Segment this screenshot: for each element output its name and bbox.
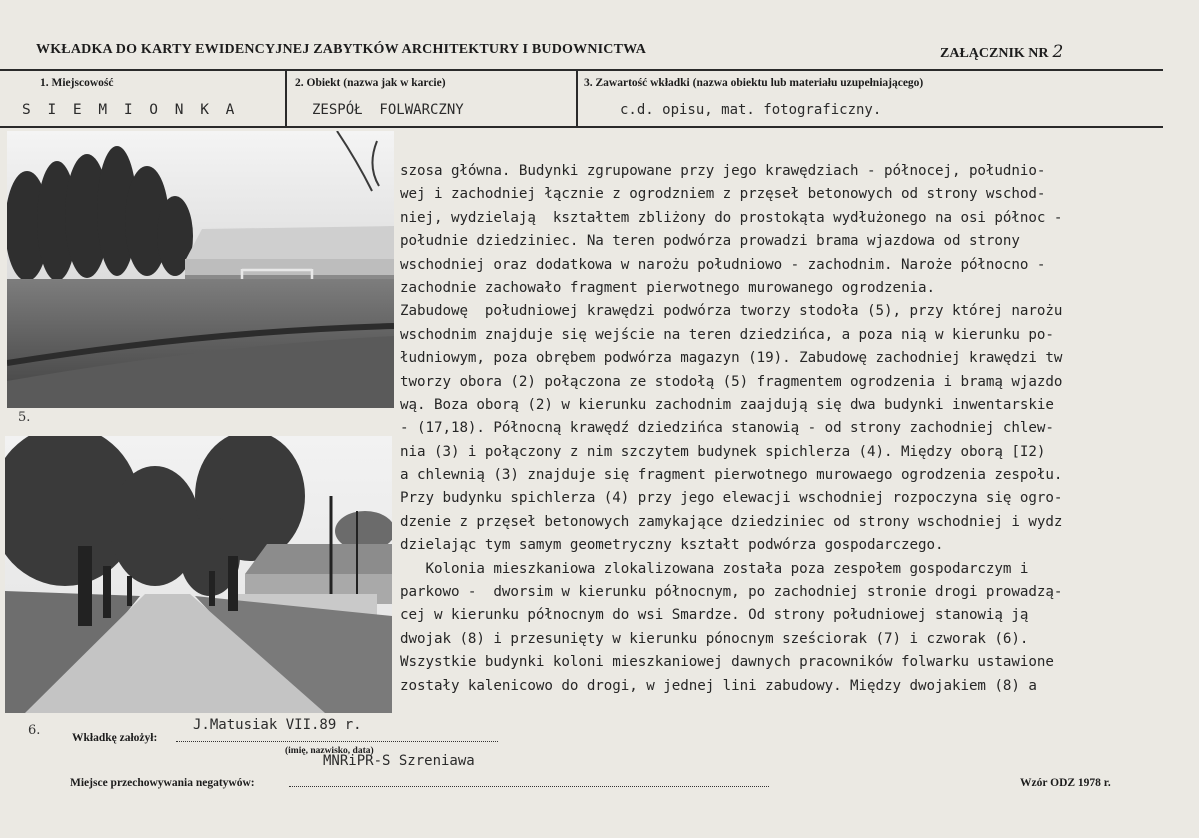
- annex-label-text: ZAŁĄCZNIK NR: [940, 46, 1049, 61]
- description-line: parkowo - dworsim w kierunku północnym, po zachodniej stronie drogi prowadzą-: [400, 584, 1063, 601]
- description-line: dwojak (8) i przesunięty w kierunku pónocnym sześciorak (7) i czworak (6).: [400, 630, 1029, 647]
- annex-number: 2: [1052, 42, 1064, 62]
- photo-tree-lined-road: [5, 436, 392, 713]
- object-label: 2. Obiekt (nazwa jak w karcie): [295, 77, 446, 89]
- photo-6-number: 6.: [28, 723, 41, 738]
- description-line: Kolonia mieszkaniowa zlokalizowana została poza zespołem gospodarczym i: [400, 560, 1029, 577]
- description-line: - (17,18). Północną krawędź dziedzińca stanowią - od strony zachodniej chlew-: [400, 420, 1054, 437]
- description-line: wschodniej oraz dodatkowa w narożu południowo - zachodnim. Naroże północno -: [400, 256, 1046, 273]
- description-line: a chlewnią (3) znajduje się fragment pierwotnego murowaego ogrodzenia zespołu.: [400, 467, 1063, 484]
- card-title: WKŁADKA DO KARTY EWIDENCYJNEJ ZABYTKÓW ARCHITEKTURY I BUDOWNICTWA: [36, 42, 647, 57]
- content-value: c.d. opisu, mat. fotograficzny.: [620, 102, 882, 118]
- field-divider-1: [285, 70, 287, 127]
- founder-dotline: [176, 741, 498, 742]
- description-line: wschodnim znajduje się wejście na teren dziedzińca, a poza nią w kierunku po-: [400, 326, 1054, 343]
- photo-barn-field-image: [7, 131, 394, 408]
- description-line: wej i zachodniej łącznie z ogrodzniem z przęseł betonowych od strony wschod-: [400, 186, 1046, 203]
- fields-bottom-rule: [0, 126, 1163, 128]
- negatives-dotline: [289, 786, 769, 787]
- header-rule: [0, 69, 1163, 71]
- description-line: Wszystkie budynki koloni mieszkaniowej dawnych pracowników folwarku ustawione: [400, 654, 1054, 671]
- object-value: ZESPÓŁ FOLWARCZNY: [312, 102, 464, 118]
- description-line: szosa główna. Budynki zgrupowane przy jego krawędziach - północej, południo-: [400, 163, 1046, 179]
- description-line: dzielając tym samym geometryczny kształt podwórza gospodarczego.: [400, 537, 944, 554]
- description-text: [400, 160, 1185, 698]
- field-divider-2: [576, 70, 578, 127]
- description-line: niej, wydzielają kształtem zbliżony do prostokąta wydłużonego na osi północ -: [400, 209, 1063, 226]
- description-line: łudniowym, poza obrębem podwórza magazyn (19). Zabudowę zachodniej krawędzi tw: [400, 350, 1063, 367]
- photo-5-number: 5.: [18, 410, 31, 425]
- locality-value: S I E M I O N K A: [22, 102, 239, 118]
- description-line: wą. Boza oborą (2) w kierunku zachodnim zaajdują się dwa budynki inwentarskie: [400, 396, 1054, 413]
- description-line: zostały kalenicowo do drogi, w jednej lini zabudowy. Między dwojakiem (8) a: [400, 677, 1037, 694]
- photo-barn-field: [7, 131, 394, 408]
- founder-value: J.Matusiak VII.89 r.: [193, 717, 362, 733]
- negatives-label: Miejsce przechowywania negatywów:: [70, 777, 255, 789]
- description-line: dzenie z przęseł betonowych zamykające dziedziniec od strony wschodniej i wydz: [400, 513, 1063, 530]
- annex-label: [940, 42, 1063, 62]
- description-line: południe dziedziniec. Na teren podwórza prowadzi brama wjazdowa od strony: [400, 233, 1020, 250]
- description-line: tworzy obora (2) połączona ze stodołą (5) fragmentem ogrodzenia i bramą wjazdo: [400, 373, 1063, 390]
- description-line: Przy budynku spichlerza (4) przy jego elewacji wschodniej rozpoczyna się ogro-: [400, 490, 1063, 507]
- description-line: zachodnie zachowało fragment pierwotnego murowanego ogrodzenia.: [400, 279, 935, 296]
- content-label: 3. Zawartość wkładki (nazwa obiektu lub materiału uzupełniającego): [584, 77, 924, 89]
- founder-label: Wkładkę założył:: [72, 732, 158, 744]
- form-pattern: Wzór ODZ 1978 r.: [1020, 777, 1111, 789]
- description-line: cej w kierunku północnym do wsi Smardze. Od strony południowej stanowią ją: [400, 607, 1029, 624]
- founder-note: (imię, nazwisko, data): [285, 746, 374, 756]
- description-line: Zabudowę południowej krawędzi podwórza tworzy stodoła (5), przy której narożu: [400, 303, 1063, 320]
- photo-tree-lined-road-image: [5, 436, 392, 713]
- negatives-value: MNRiPR-S Szreniawa: [323, 753, 475, 769]
- locality-label: 1. Miejscowość: [40, 77, 114, 89]
- description-line: nia (3) i połączony z nim szczytem budynek spichlerza (4). Między oborą [I2): [400, 443, 1046, 460]
